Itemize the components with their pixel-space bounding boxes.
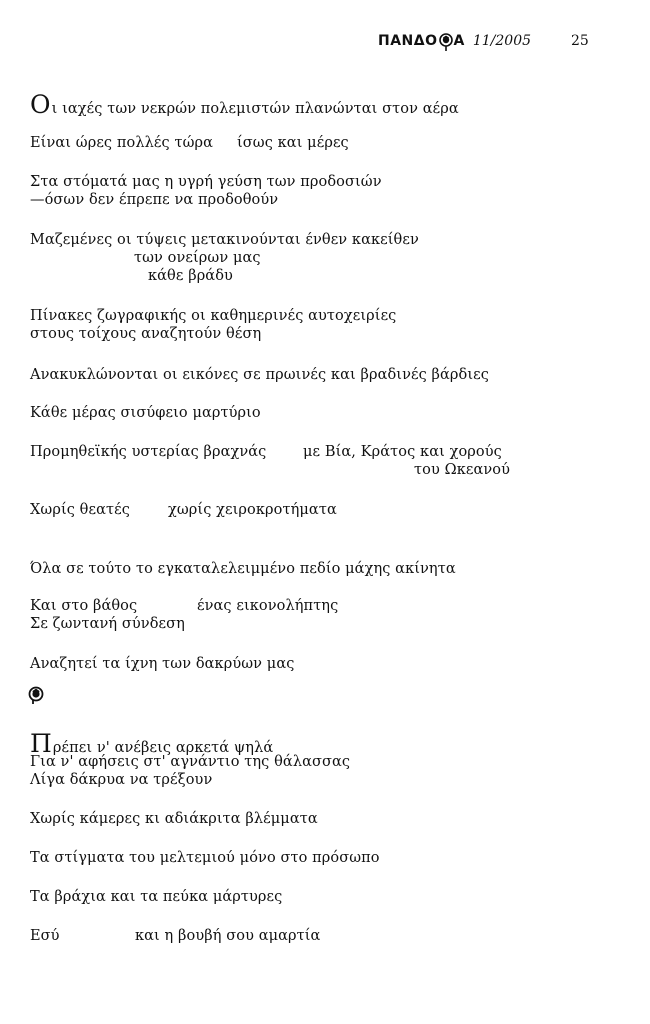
pandora-emblem-icon [27, 686, 45, 704]
page-number: 25 [571, 33, 589, 49]
line-text: ρέπει ν' ανέβεις αρκετά ψηλά [52, 740, 274, 756]
line-text-indented: ένας εικονολήπτης [197, 598, 339, 614]
line-text-indented: με Βία, Κράτος και χορούς [303, 444, 502, 460]
poem1-line-7: κάθε βράδυ [148, 268, 233, 284]
poem1-line-14 [30, 501, 337, 519]
poem1-line-8: Πίνακες ζωγραφικής οι καθημερινές αυτοχειρίες [30, 308, 397, 324]
line-text: Προμηθεϊκής υστερίας βραχνάς [30, 444, 267, 460]
line-text-indented: και η βουβή σου αμαρτία [135, 928, 321, 944]
issue-number: 11/2005 [472, 33, 532, 49]
poem1-line-18: Αναζητεί τα ίχνη των δακρύων μας [30, 656, 295, 672]
poem1-line-1 [30, 90, 459, 119]
poem1-line-11: Κάθε μέρας σισύφειο μαρτύριο [30, 405, 261, 421]
line-text: Εσύ [30, 928, 60, 944]
line-text: Και στο βάθος [30, 598, 138, 614]
poem1-line-12 [30, 443, 502, 461]
poem1-line-13: του Ωκεανού [414, 462, 511, 478]
poem1-line-2 [30, 134, 349, 152]
poem1-line-6: των ονείρων μας [134, 250, 261, 266]
drop-cap: Ο [30, 90, 51, 119]
poem1-line-4: —όσων δεν έπρεπε να προδοθούν [30, 192, 279, 208]
poem2-line-3: Λίγα δάκρυα να τρέξουν [30, 772, 213, 788]
line-text: Χωρίς θεατές [30, 502, 130, 518]
poem1-line-5: Μαζεμένες οι τύψεις μετακινούνται ένθεν κακείθεν [30, 232, 419, 248]
poem1-line-9: στους τοίχους αναζητούν θέση [30, 326, 262, 342]
poem1-line-10: Ανακυκλώνονται οι εικόνες σε πρωινές και βραδινές βάρδιες [30, 367, 489, 383]
page-header [378, 30, 588, 52]
magazine-title-suffix: Α [453, 33, 465, 49]
poem2-line-5: Τα στίγματα του μελτεμιού μόνο στο πρόσωπο [30, 850, 380, 866]
magazine-title-prefix: ΠΑΝΔΟ [378, 33, 438, 49]
poem1-line-16 [30, 597, 339, 615]
poem1-line-3: Στα στόματά μας η υγρή γεύση των προδοσιών [30, 174, 382, 190]
poem1-line-17: Σε ζωντανή σύνδεση [30, 616, 185, 632]
pandora-emblem-icon [439, 33, 453, 51]
poem2-line-7 [30, 927, 321, 945]
poem1-line-15: Όλα σε τούτο το εγκαταλελειμμένο πεδίο μάχης ακίνητα [30, 561, 456, 577]
poem2-line-2: Για ν' αφήσεις στ' αγνάντιο της θάλασσας [30, 754, 351, 770]
line-text-indented: χωρίς χειροκροτήματα [168, 502, 337, 518]
poem2-line-6: Τα βράχια και τα πεύκα μάρτυρες [30, 889, 283, 905]
line-text: ι ιαχές των νεκρών πολεμιστών πλανώνται στον αέρα [51, 101, 459, 117]
poem2-line-4: Χωρίς κάμερες κι αδιάκριτα βλέμματα [30, 811, 318, 827]
line-text-indented: ίσως και μέρες [237, 135, 349, 151]
drop-cap: Π [30, 729, 52, 758]
line-text: Είναι ώρες πολλές τώρα [30, 135, 214, 151]
